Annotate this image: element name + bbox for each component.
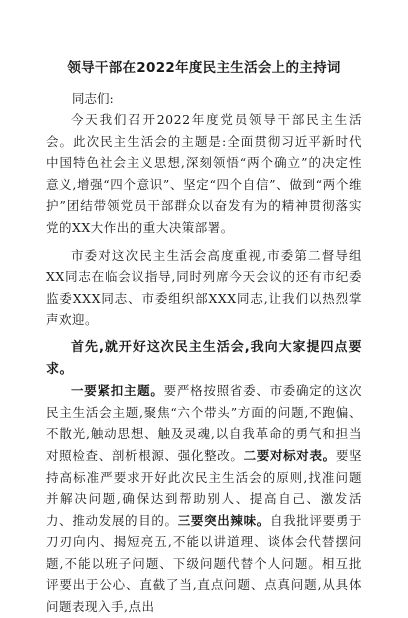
salutation: 同志们: — [72, 91, 114, 106]
requirement-1-text: 要严格按照省委、市委确定的这次民主生活会主题,聚焦“六个带头”方面的问题,不跑偏、不散光,触动思想、触及灵魂,以自我革命的勇气和担当对照检查、剖析根源、强化整改。 — [46, 383, 362, 463]
paragraph-requirements — [46, 380, 362, 618]
paragraph-attendees: 市委对这次民主生活会高度重视,市委第二督导组XX同志在临会议指导,同时列席今天会议的还有市纪委监委XXX同志、市委组织部XXX同志,让我们以热烈掌声欢迎。 — [46, 247, 362, 328]
requirement-2-heading: 二要对标对表。 — [243, 447, 336, 463]
requirement-1-heading: 一要紧扣主题。 — [71, 383, 164, 399]
requirement-3-text: 自我批评要勇于刀刃向内、揭短亮五,不能以讲道理、谈体会代替摆问题,不能以班子问题、下级问题代替个人问题。相互批评要出于公心、直截了当,直点问题、点真问题,从具体问题表现入手,点出 — [46, 512, 362, 615]
requirement-3-heading: 三要突出辣味。 — [177, 512, 270, 528]
requirement-2-text: 要坚持高标准严要求开好此次民主生活会的原则,找准问题并解决问题,确保达到帮助别人、提高自己、激发活力、推动发展的目的。 — [46, 447, 362, 528]
paragraph-intro: 今天我们召开2022年度党员领导干部民主生活会。此次民主生活会的主题是:全面贯彻习近平新时代中国特色社会主义思想,深刻领悟“两个确立”的决定性意义,增强“四个意识”、坚定“四个自信”、做到“两个维护”团结带领党员干部群众以奋发有为的精神贯彻落实党的XX大作出的重大决策部署。 — [46, 112, 362, 235]
document-title: 领导干部在2022年度民主生活会上的主持词 — [67, 60, 341, 76]
paragraph-requirements-lead: 首先,就开好这次民主生活会,我向大家提四点要求。 — [46, 339, 362, 377]
